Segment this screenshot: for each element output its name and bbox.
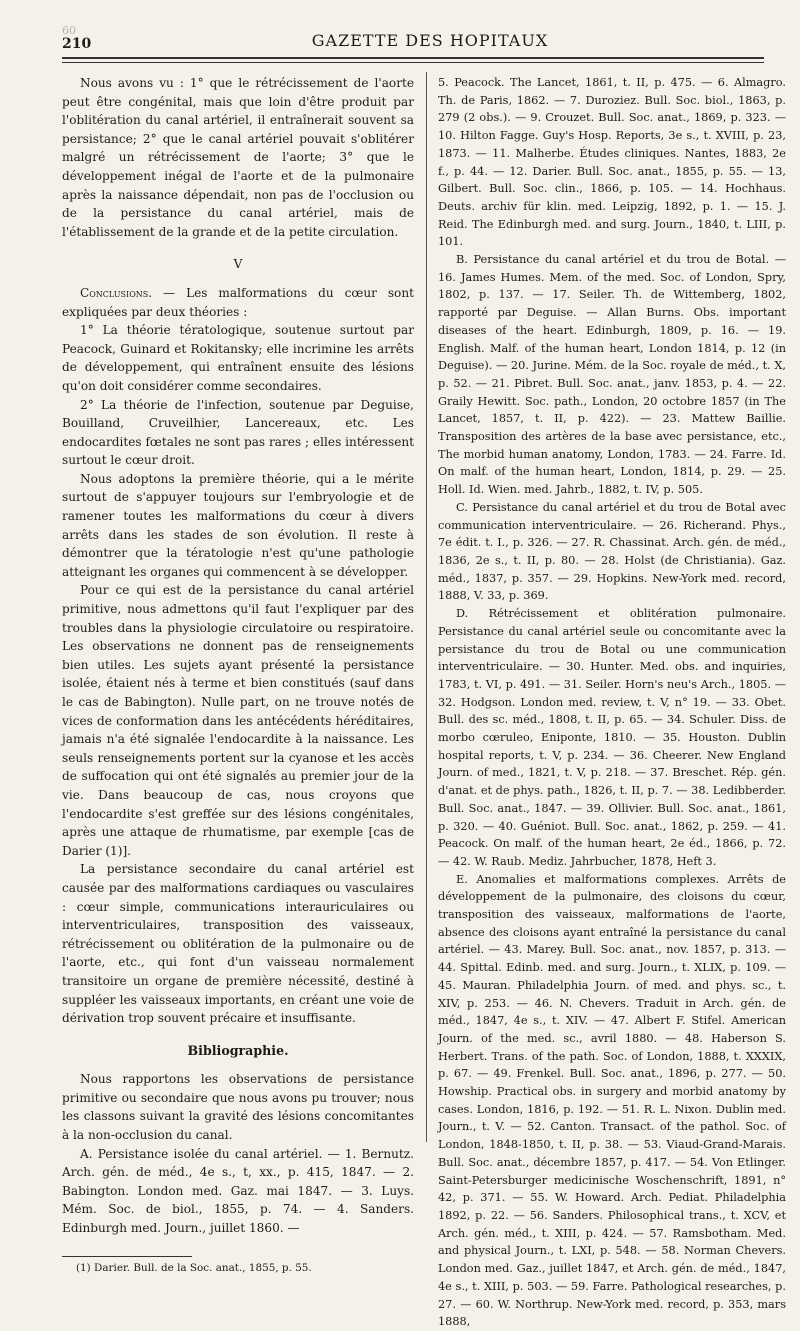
bibliography-heading: Bibliographie. (187, 1042, 289, 1058)
paragraph-bibliography-intro: Nous rapportons les observations de persistance primitive ou secondaire que nous avons pu trouver; nous les classons suivant la gravité des lésions concomitantes à la non-occlusion du canal. (62, 1072, 414, 1143)
footnote: (1) Darier. Bull. de la Soc. anat., 1855, p. 55. (76, 1261, 312, 1274)
bibliography-e: E. Anomalies et malformations complexes. Arrêts de développement de la pulmonaire, des cloisons du cœur, transposition des vaisseaux, malformations de l'aorte, absence des cloisons ayant entraîné la persistance du canal artériel. — 43. Marey. Bull. Soc. anat., nov. 1857, p. 313. — 44. Spittal. Edinb. med. and surg. Journ., t. XLIX, p. 109. — 45. Mauran. Philadelphia Journ. of med. and phys. sc., t. XIV, p. 253. — 46. N. Chevers. Traduit in Arch. gén. de méd., 1847, 4e s., t. XIV. — 47. Albert F. Stifel. American Journ. of the med. sc., avril 1880. — 48. Haberson S. Herbert. Trans. of the path. Soc. of London, 1888, t. XXXIX, p. 67. — 49. Frenkel. Bull. Soc. anat., 1896, p. 277. — 50. Howship. Practical obs. in surgery and morbid anatomy by cases. London, 1816, p. 192. — 51. R. L. Nixon. Dublin med. Journ., t. V. — 52. Canton. Transact. of the pathol. Soc. of London, 1848-1850, t. II, p. 38. — 53. Viaud-Grand-Marais. Bull. Soc. anat., décembre 1857, p. 417. — 54. Von Etlinger. Saint-Petersburger medicinische Woschenschrift, 1891, n° 42, p. 371. — 55. W. Howard. Arch. Pediat. Philadelphia 1892, p. 22. — 56. Sanders. Philosophical trans., t. XCV, et Arch. gén. méd., t. XIII, p. 424. — 57. Ramsbotham. Med. and physical Journ., t. LXI, p. 548. — 58. Norman Chevers. London med. Gaz., juillet 1847, et Arch. gén. de méd., 1847, 4e s., t. XIII, p. 503. — 59. Farre. Pathological researches, p. 27. — 60. W. Northrup. New-York med. record, p. 353, mars 1888, (438, 872, 786, 1329)
bibliography-a: A. Persistance isolée du canal artériel. — 1. Bernutz. Arch. gén. de méd., 4e s., t, xx., p. 415, 1847. — 2. Babington. London med. Gaz. mai 1847. — 3. Luys. Mém. Soc. de biol., 1855, p. 74. — 4. Sanders. Edinburgh med. Journ., juillet 1860. — (62, 1146, 414, 1236)
conclusions-label: Conclusions. (80, 285, 153, 300)
section-number: V (233, 257, 243, 272)
bibliography-b: B. Persistance du canal artériel et du trou de Botal. — 16. James Humes. Mem. of the med. Soc. of London, Spry, 1802, p. 137. — 17. Seiler. Th. de Wittemberg, 1802, rapporté par Deguise. — Allan Burns. Obs. important diseases of the heart. Edinburgh, 1809, p. 16. — 19. English. Malf. of the human heart, London 1814, p. 12 (in Deguise). — 20. Jurine. Mém. de la Soc. royale de méd., t. X, p. 52. — 21. Pibret. Bull. Soc. anat., janv. 1853, p. 4. — 22. Graily Hewitt. Soc. path., London, 20 octobre 1857 (in The Lancet, 1857, t. II, p. 422). — 23. Mattew Baillie. Transposition des artères de la base avec persistance, etc., The morbid human anatomy, London, 1783. — 24. Farre. Id. On malf. of the human heart, London, 1814, p. 29. — 25. Holl. Id. Wien. med. Jahrb., 1882, t. IV, p. 505. (438, 253, 786, 497)
left-column (62, 74, 414, 1275)
bibliography-d: D. Rétrécissement et oblitération pulmonaire. Persistance du canal artériel seule ou concomitante avec la persistance du trou de Botal ou une communication interventriculaire. — 30. Hunter. Med. obs. and inquiries, 1783, t. VI, p. 491. — 31. Seiler. Horn's neu's Arch., 1805. — 32. Hodgson. London med. review, t. V, n° 19. — 33. Obet. Bull. des sc. méd., 1808, t. II, p. 65. — 34. Schuler. Diss. de morbo cœruleo, Eniponte, 1810. — 35. Houston. Dublin hospital reports, t. V, p. 234. — 36. Cheerer. New England Journ. of med., 1821, t. V, p. 218. — 37. Breschet. Rép. gén. d'anat. et de phys. path., 1826, t. II, p. 7. — 38. Ledibberder. Bull. Soc. anat., 1847. — 39. Ollivier. Bull. Soc. anat., 1861, p. 320. — 40. Guéniot. Bull. Soc. anat., 1862, p. 259. — 41. Peacock. On malf. of the human heart, 2e éd., 1866, p. 72. — 42. W. Raub. Mediz. Jahrbucher, 1878, Heft 3. (438, 607, 786, 868)
paragraph-conclusions (62, 284, 414, 321)
header-rule-thin (62, 62, 764, 63)
paragraph-aorta: Nous avons vu : 1° que le rétrécissement de l'aorte peut être congénital, mais que loin d'être produit par l'oblitération du canal artériel, il entraînerait souvent sa persistance; 2° que le canal artériel pouvait s'oblitérer malgré un rétrécissement de l'aorte; 3° que le développement inégal de l'aorte et de la pulmonaire après la naissance dépendait, non pas de l'occlusion ou de la persistance du canal artériel, mais de l'établissement de la grande et de la petite circulation. (62, 76, 414, 239)
paragraph-secondary: La persistance secondaire du canal artériel est causée par des malformations cardiaques ou vasculaires : cœur simple, communications interauriculaires ou interventriculaires, transposition des vaisseaux, rétrécissement ou oblitération de la pulmonaire ou de l'aorte, etc., qui font d'un vaisseau normalement transitoire un organe de première nécessité, destiné à suppléer les vaisseaux importants, en créant une voie de dérivation trop souvent précaire et insuffisante. (62, 862, 414, 1026)
column-divider (426, 72, 427, 1142)
paragraph-theory-1: 1° La théorie tératologique, soutenue surtout par Peacock, Guinard et Rokitansky; elle incrimine les arrêts de développement, qui entraînent ensuite des lésions qu'on doit considérer comme secondaires. (62, 323, 414, 393)
bibliography-a-continued: 5. Peacock. The Lancet, 1861, t. II, p. 475. — 6. Almagro. Th. de Paris, 1862. — 7. Duroziez. Bull. Soc. biol., 1863, p. 279 (2 obs.). — 9. Crouzet. Bull. Soc. anat., 1869, p. 323. — 10. Hilton Fagge. Guy's Hosp. Reports, 3e s., t. XVIII, p. 23, 1873. — 11. Malherbe. Études cliniques. Nantes, 1883, 2e f., p. 44. — 12. Darier. Bull. Soc. anat., 1855, p. 55. — 13, Gilbert. Bull. Soc. clin., 1866, p. 105. — 14. Hochhaus. Deuts. archiv für klin. med. Leipzig, 1892, p. 1. — 15. J. Reid. The Edinburgh med. and surg. Journ., 1840, t. LIII, p. 101. (438, 76, 786, 249)
conclusions-text: — Les malformations du cœur sont expliquées par deux théories : (62, 285, 414, 319)
corner-mark: 60 (62, 24, 76, 37)
paragraph-primitive: Pour ce qui est de la persistance du canal artériel primitive, nous admettons qu'il faut l'expliquer par des troubles dans la physiologie circulatoire ou respiratoire. Les observations ne donnent pas de renseignements bien utiles. Les sujets ayant présenté la persistance isolée, étaient nés à terme et bien constitués (sauf dans le cas de Babington). Nulle part, on ne trouve notés de vices de conformation dans les antécédents héréditaires, jamais n'a été signalée l'endocardite à la naissance. Les seuls renseignements portent sur la cyanose et les accès de suffocation qui ont été signalés au premier jour de la vie. Dans beaucoup de cas, nous croyons que l'endocardite s'est greffée sur des lésions congénitales, après une attaque de rhumatisme, par exemple [cas de Darier (1)]. (62, 583, 414, 858)
page-number: 210 (62, 36, 92, 52)
paragraph-adopt: Nous adoptons la première théorie, qui a le mérite surtout de s'appuyer toujours sur l'embryologie et de ramener toutes les malformations du cœur à divers arrêts dans les stades de son évolution. Il reste à démontrer que la tératologie n'est qu'une pathologie atteignant les organes qui commencent à se développer. (62, 471, 414, 579)
paragraph-theory-2: 2° La théorie de l'infection, soutenue par Deguise, Bouilland, Cruveilhier, Lancereaux, etc. Les endocardites fœtales ne sont pas rares ; elles intéressent surtout le cœur droit. (62, 397, 414, 468)
bibliography-c: C. Persistance du canal artériel et du trou de Botal avec communication interventriculaire. — 26. Richerand. Phys., 7e édit. t. I., p. 326. — 27. R. Chassinat. Arch. gén. de méd., 1836, 2e s., t. II, p. 80. — 28. Holst (de Christiania). Gaz. méd., 1837, p. 357. — 29. Hopkins. New-York med. record, 1888, V. 33, p. 369. (438, 500, 786, 603)
footnote-rule (62, 1256, 192, 1257)
header-rule-thick (62, 57, 764, 59)
running-title: GAZETTE DES HOPITAUX (311, 31, 549, 50)
right-column (438, 74, 786, 1331)
